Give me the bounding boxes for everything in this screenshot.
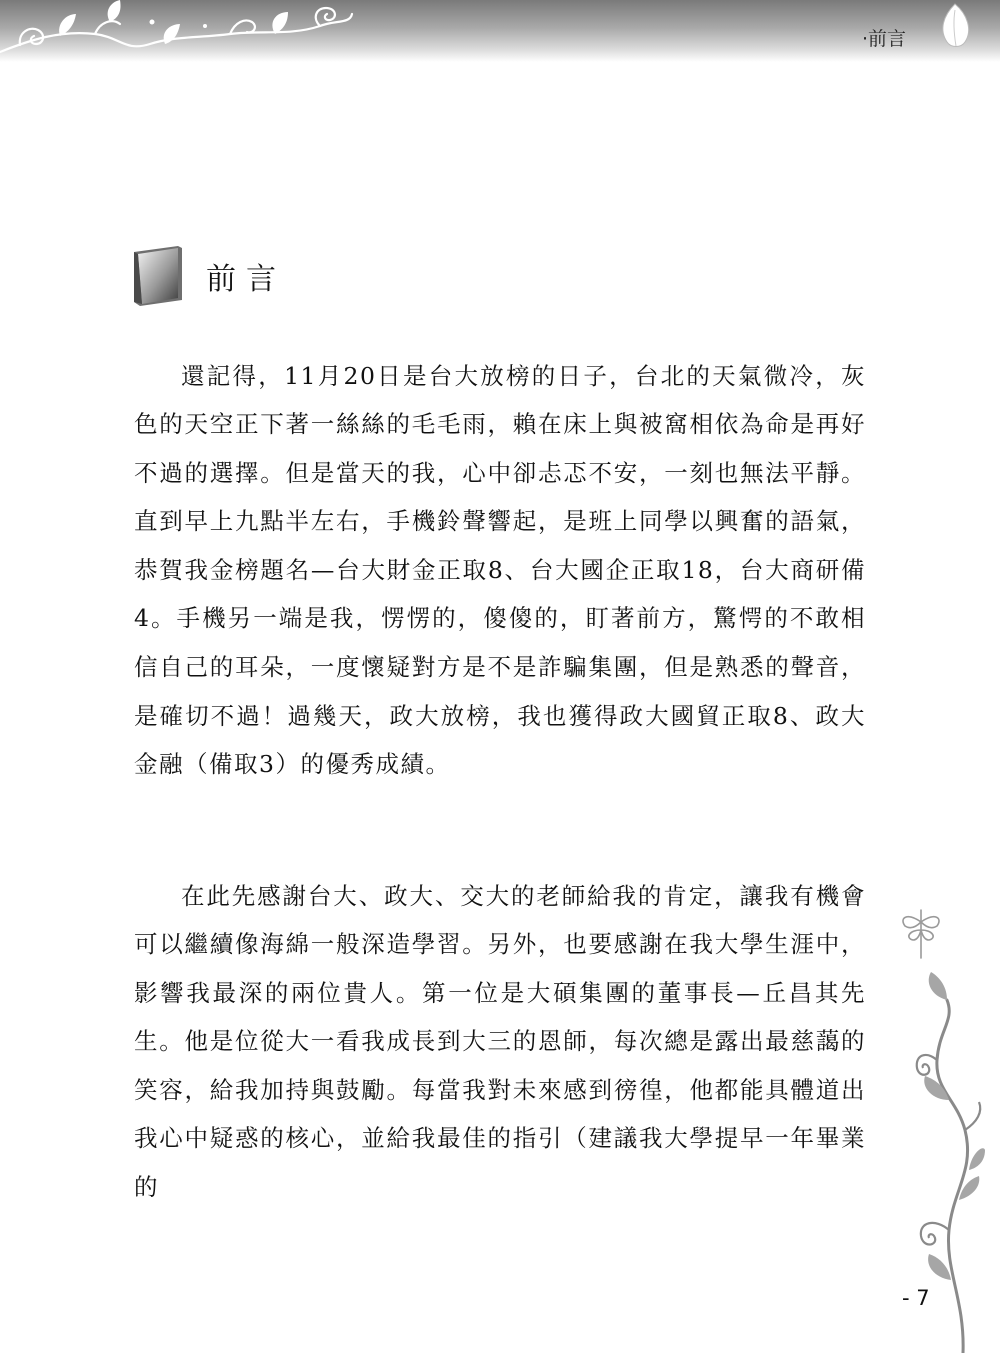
vine-ornament-icon xyxy=(0,0,370,62)
book-icon xyxy=(132,244,188,308)
page-number: - 7 xyxy=(902,1286,930,1310)
body-paragraph: 在此先感謝台大、政大、交大的老師給我的肯定，讓我有機會可以繼續像海綿一般深造學習。另外，也要感謝在我大學生涯中，影響我最深的兩位貴人。第一位是大碩集團的董事長—丘昌其先生。他是位從大一看我成長到大三的恩師，每次總是露出最慈藹的笑容，給我加持與鼓勵。每當我對未來感到徬徨，他都能具體道出我心中疑惑的核心，並給我最佳的指引（建議我大學提早一年畢業的 xyxy=(134,881,866,1202)
section-title: 前言 xyxy=(206,262,286,297)
vine-ornament-dragonfly-icon xyxy=(885,900,985,1353)
body-paragraph: 還記得，11月20日是台大放榜的日子，台北的天氣微冷，灰色的天空正下著一絲絲的毛毛雨，賴在床上與被窩相依為命是再好不過的選擇。但是當天的我，心中卻忐忑不安，一刻也無法平靜。直到早上九點半左右，手機鈴聲響起，是班上同學以興奮的語氣，恭賀我金榜題名—台大財金正取8、台大國企正取18，台大商研備4。手機另一端是我，愣愣的，傻傻的，盯著前方，驚愕的不敢相信自己的耳朵，一度懷疑對方是不是詐騙集團，但是熟悉的聲音，是確切不過！過幾天，政大放榜，我也獲得政大國貿正取8、政大金融（備取3）的優秀成績。 xyxy=(134,361,866,779)
header-band xyxy=(0,0,1000,62)
running-head: ·前言 xyxy=(862,28,907,50)
leaf-icon xyxy=(935,2,975,50)
